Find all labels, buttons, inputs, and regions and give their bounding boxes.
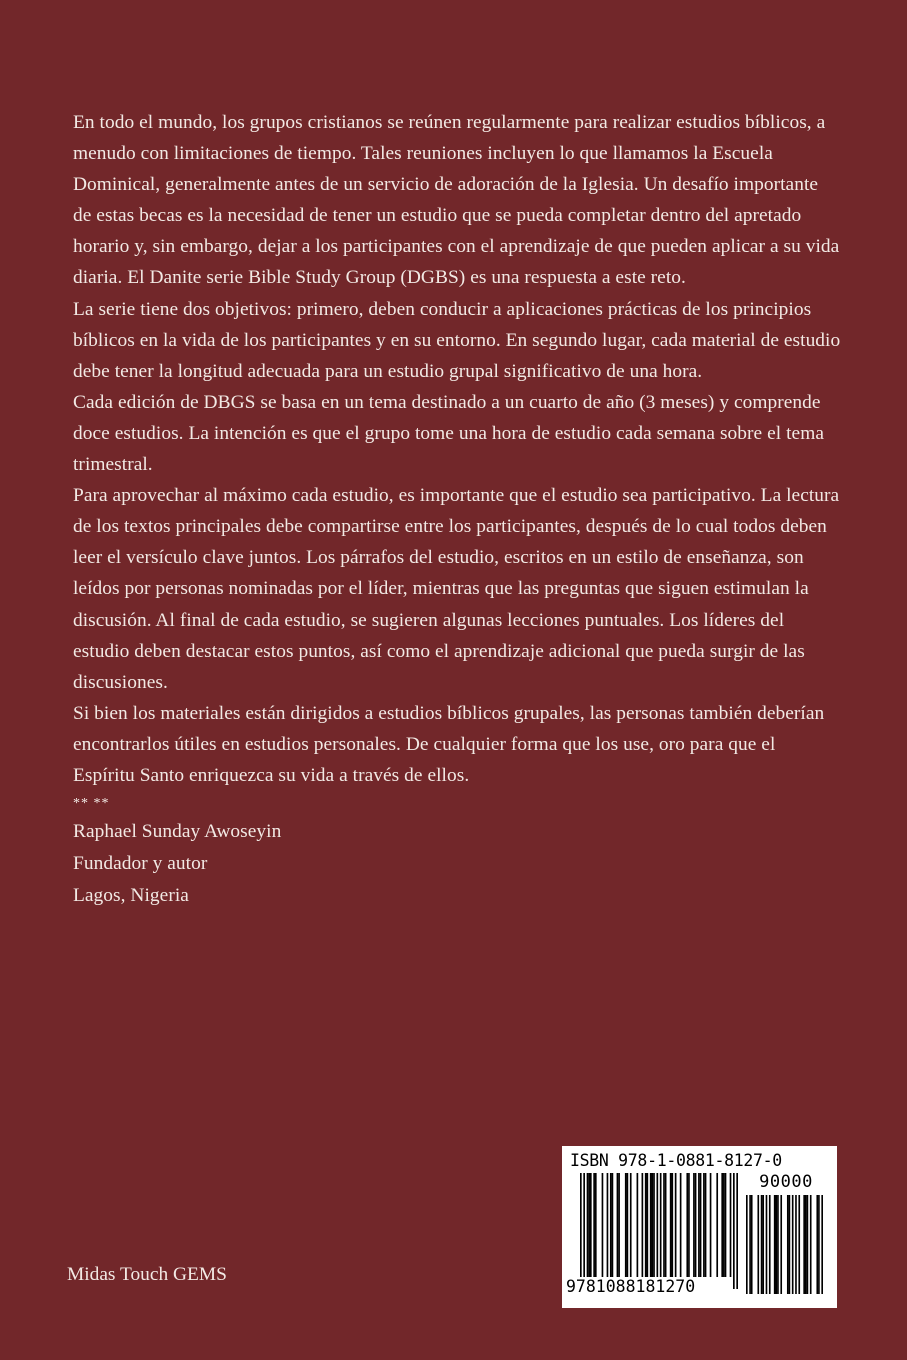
separator: ** ** <box>73 796 110 812</box>
isbn-barcode <box>562 1146 837 1308</box>
addon-bar <box>766 1195 768 1294</box>
addon-bar <box>818 1195 820 1294</box>
paragraph-1: En todo el mundo, los grupos cristianos se reúnen regularmente para realizar estudios bíblicos, a menudo con limitaciones de tiempo. Tales reuniones incluyen lo que llamamos la Escuela Dominical, generalmente antes de un servicio de adoración de la Iglesia. Un desafío importante de estas becas es la necesidad de tener un estudio que se pueda completar dentro del apretado horario y, sin embargo, dejar a los participantes con el aprendizaje de que pueden aplicar a su vida diaria. El Danite serie Bible Study Group (DGBS) es una respuesta a este reto. <box>73 112 840 289</box>
barcode-bar <box>618 1173 620 1277</box>
ean-bars <box>580 1173 738 1289</box>
ean-digits <box>566 1277 742 1297</box>
barcode-bar <box>730 1173 732 1277</box>
addon-bar <box>789 1195 791 1294</box>
barcode-bar <box>663 1173 665 1277</box>
addon-bar <box>798 1195 800 1294</box>
paragraph-5: Si bien los materiales están dirigidos a estudios bíblicos grupales, las personas también deberían encontrarlos útiles en estudios personales. De cualquier forma que los use, oro para que el Espíritu Santo enriquezca su vida a través de ellos. <box>73 702 825 786</box>
addon-bar <box>777 1195 779 1294</box>
barcode-bar <box>595 1173 597 1277</box>
paragraph-3: Cada edición de DBGS se basa en un tema destinado a un cuarto de año (3 meses) y comprende doce estudios. La intención es que el grupo tome una hora de estudio cada semana sobre el tema trimestral. <box>73 391 824 476</box>
barcode-bar <box>652 1173 654 1277</box>
addon-bar <box>780 1195 782 1294</box>
barcode-bar <box>657 1173 659 1289</box>
barcode-bar <box>680 1173 682 1277</box>
barcode-bar <box>721 1173 723 1277</box>
barcode-bar <box>590 1173 592 1277</box>
addon-bar <box>803 1195 805 1294</box>
barcode-bar <box>710 1173 712 1277</box>
barcode-bar <box>580 1173 582 1289</box>
addon-bar <box>775 1195 777 1294</box>
ean-number: 9781088181270 <box>566 1277 696 1296</box>
author-role: Fundador y autor <box>73 853 208 875</box>
barcode-bar <box>642 1173 644 1277</box>
barcode-bar <box>688 1173 690 1277</box>
barcode-bar <box>602 1173 604 1277</box>
barcode-bar <box>725 1173 727 1277</box>
barcode-bar <box>723 1173 725 1277</box>
barcode-bar <box>645 1173 647 1277</box>
addon-bar <box>757 1195 759 1294</box>
barcode-bar <box>703 1173 705 1277</box>
barcode-bar <box>675 1173 677 1277</box>
barcode-bar <box>716 1173 718 1277</box>
barcode-bar <box>650 1173 652 1277</box>
addon-bar <box>805 1195 807 1294</box>
addon-bar <box>795 1195 797 1294</box>
barcode-bar <box>693 1173 695 1277</box>
addon-bar <box>761 1195 763 1294</box>
addon-bar <box>787 1195 789 1294</box>
paragraph-2: La serie tiene dos objetivos: primero, deben conducir a aplicaciones prácticas de los principios bíblicos en la vida de los participantes y en su entorno. En segundo lugar, cada material de estudio debe tener la longitud adecuada para un estudio grupal significativo de una hora. <box>73 298 841 382</box>
addon-bar <box>821 1195 823 1294</box>
barcode-bar <box>630 1173 632 1277</box>
barcode-bar <box>587 1173 589 1277</box>
barcode-bar <box>733 1173 735 1289</box>
signature <box>73 816 841 912</box>
addon-bar <box>749 1195 751 1294</box>
barcode-bar <box>617 1173 619 1277</box>
barcode-bar <box>627 1173 629 1277</box>
barcode-bar <box>698 1173 700 1277</box>
barcode-bar <box>607 1173 609 1277</box>
barcode-bar <box>660 1173 662 1289</box>
barcode-bar <box>593 1173 595 1277</box>
addon-bar <box>810 1195 812 1294</box>
barcode-bar <box>700 1173 702 1277</box>
addon-digits: 90000 <box>759 1172 813 1192</box>
barcode-bar <box>671 1173 673 1277</box>
addon-bar <box>807 1195 809 1294</box>
author-location: Lagos, Nigeria <box>73 885 189 907</box>
barcode-bar <box>610 1173 612 1277</box>
barcode-bar <box>695 1173 697 1277</box>
addon-bars <box>746 1195 823 1294</box>
addon-bar <box>746 1195 748 1294</box>
barcode-bar <box>736 1173 738 1289</box>
barcode-bar <box>625 1173 627 1277</box>
paragraph-4: Para aprovechar al máximo cada estudio, es importante que el estudio sea participativo. La lectura de los textos principales debe compartirse entre los participantes, después de lo cual todos deben leer el versículo clave juntos. Los párrafos del estudio, escritos en un estilo de enseñanza, son leídos por personas nominadas por el líder, mientras que las preguntas que siguen estimulan la discusión. Al final de cada estudio, se sugieren algunas lecciones puntuales. Los líderes del estudio deben destacar estos puntos, así como el aprendizaje adicional que pueda surgir de las discusiones. <box>73 485 840 693</box>
barcode-bar <box>653 1173 655 1277</box>
barcode-bar <box>637 1173 639 1277</box>
addon-bar <box>751 1195 753 1294</box>
barcode-bar <box>686 1173 688 1277</box>
barcode-bar <box>583 1173 585 1289</box>
barcode-bar <box>588 1173 590 1277</box>
author-name: Raphael Sunday Awoseyin <box>73 821 282 843</box>
addon-bar <box>762 1195 764 1294</box>
isbn-label: ISBN 978-1-0881-8127-0 <box>570 1151 782 1170</box>
barcode-bar <box>670 1173 672 1277</box>
addon-bar <box>774 1195 776 1294</box>
barcode-bar <box>665 1173 667 1277</box>
addon-bar <box>769 1195 771 1294</box>
barcode-bar <box>647 1173 649 1277</box>
barcode-bar <box>705 1173 707 1277</box>
blurb <box>73 107 841 912</box>
addon-bar <box>816 1195 818 1294</box>
addon-bar <box>792 1195 794 1294</box>
barcode-bar <box>612 1173 614 1277</box>
publisher-name: Midas Touch GEMS <box>67 1264 227 1285</box>
